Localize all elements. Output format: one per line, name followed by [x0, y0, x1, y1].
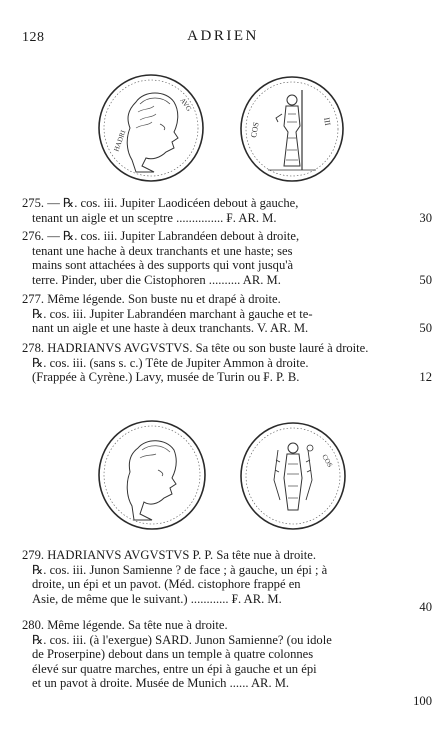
svg-text:COS: COS	[249, 121, 261, 139]
entry-line: 275. — ℞. cos. iii. Jupiter Laodicéen debout à gauche,	[22, 196, 299, 210]
entry-line: 279. HADRIANVS AVGVSTVS P. P. Sa tête nue à droite.	[22, 548, 316, 562]
svg-text:III: III	[322, 116, 333, 127]
catalog-entry-276	[22, 229, 382, 287]
entry-line: Asie, de même que le suivant.) ............ ₣. AR. M.	[32, 591, 282, 606]
catalog-entry-278	[22, 341, 382, 385]
coin-obverse-illustration	[96, 72, 206, 184]
entry-price: 100	[413, 694, 432, 708]
entry-line: ℞. cos. iii. Jupiter Labrandéen marchant à gauche et te-	[32, 306, 313, 321]
entry-line: ℞. cos. iii. (sans s. c.) Tête de Jupiter Ammon à droite.	[32, 355, 309, 370]
entry-line: tenant un aigle et un sceptre ............... ₣. AR. M.	[32, 210, 277, 225]
svg-text:HADRI: HADRI	[112, 129, 128, 153]
svg-text:COS: COS	[320, 453, 335, 469]
svg-text:AVG: AVG	[178, 96, 194, 113]
entry-price: 30	[419, 211, 432, 225]
entry-line: tenant une hache à deux tranchants et une haste; ses	[32, 243, 293, 258]
coin-reverse-illustration-2	[238, 420, 348, 532]
page-number: 128	[22, 30, 45, 45]
entry-line: (Frappée à Cyrène.) Lavy, musée de Turin ou ₣. P. B.	[32, 370, 300, 385]
entry-line: de Proserpine) debout dans un temple à quatre colonnes	[32, 647, 314, 662]
catalog-entry-277	[22, 292, 382, 336]
entry-line: mains sont attachées à des supports qui vont jusqu'à	[32, 258, 294, 273]
coin-obverse-illustration-2	[96, 418, 208, 532]
catalog-entry-275	[22, 196, 382, 225]
entry-price: 50	[419, 273, 432, 287]
entry-price: 12	[419, 370, 432, 384]
catalog-entry-280	[22, 618, 382, 691]
entry-line: droite, un épi et un pavot. (Méd. cistophore frappé en	[32, 577, 301, 592]
entry-line: terre. Pinder, uber die Cistophoren .......... AR. M.	[32, 272, 281, 287]
running-head: ADRIEN	[187, 28, 259, 44]
entry-line: 280. Même légende. Sa tête nue à droite.	[22, 618, 228, 632]
entry-line: élevé sur quatre marches, entre un épi à gauche et un épi	[32, 661, 317, 676]
entry-line: et un pavot à droite. Musée de Munich ...... AR. M.	[32, 676, 290, 691]
entry-price: 50	[419, 321, 432, 335]
catalog-entry-279	[22, 548, 382, 606]
entry-line: ℞. cos. iii. Junon Samienne ? de face ; à gauche, un épi ; à	[32, 562, 328, 577]
entry-line: 277. Même légende. Son buste nu et drapé à droite.	[22, 292, 281, 306]
entry-line: nant un aigle et une haste à deux tranchants. V. AR. M.	[32, 321, 309, 336]
coin-reverse-illustration	[238, 74, 346, 184]
entry-price: 40	[419, 600, 432, 614]
entry-line: 276. — ℞. cos. iii. Jupiter Labrandéen debout à droite,	[22, 229, 300, 243]
entry-line: 278. HADRIANVS AVGVSTVS. Sa tête ou son buste lauré à droite.	[22, 341, 369, 355]
entry-line: ℞. cos. iii. (à l'exergue) SARD. Junon Samienne? (ou idole	[32, 632, 332, 647]
